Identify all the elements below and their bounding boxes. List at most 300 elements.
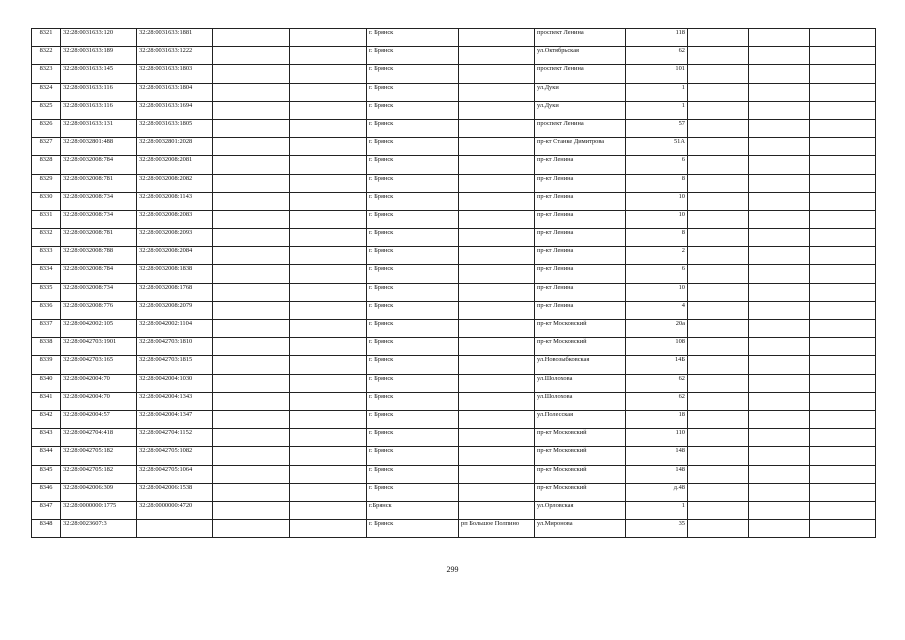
empty-cell xyxy=(290,356,367,374)
empty-cell xyxy=(749,83,810,101)
row-number-cell: 8333 xyxy=(32,247,61,265)
city-cell: г. Брянск xyxy=(367,156,459,174)
cadastral-number-cell: 32:28:0032008:781 xyxy=(61,174,137,192)
cadastral-number-cell: 32:28:0042002:105 xyxy=(61,320,137,338)
table-row xyxy=(32,210,876,228)
empty-cell xyxy=(749,65,810,83)
empty-cell xyxy=(213,520,290,538)
row-number-cell: 8342 xyxy=(32,410,61,428)
empty-cell xyxy=(810,301,876,319)
city-cell: г. Брянск xyxy=(367,392,459,410)
street-cell: пр-кт Московский xyxy=(535,320,626,338)
empty-cell xyxy=(749,356,810,374)
city-cell: г. Брянск xyxy=(367,356,459,374)
empty-cell xyxy=(213,356,290,374)
street-cell: проспект Ленина xyxy=(535,29,626,47)
empty-cell xyxy=(810,283,876,301)
table-row xyxy=(32,265,876,283)
empty-cell xyxy=(213,410,290,428)
city-cell: г. Брянск xyxy=(367,465,459,483)
house-number-cell: 118 xyxy=(626,29,688,47)
empty-cell xyxy=(749,29,810,47)
row-number-cell: 8345 xyxy=(32,465,61,483)
street-cell: пр-кт Московский xyxy=(535,465,626,483)
row-number-cell: 8336 xyxy=(32,301,61,319)
street-cell: пр-кт Ленина xyxy=(535,229,626,247)
empty-cell xyxy=(688,338,749,356)
table-row xyxy=(32,138,876,156)
empty-cell xyxy=(810,392,876,410)
table-row xyxy=(32,520,876,538)
object-number-cell: 32:28:0042004:1343 xyxy=(137,392,213,410)
house-number-cell: 14Б xyxy=(626,356,688,374)
city-cell: г. Брянск xyxy=(367,83,459,101)
table-row xyxy=(32,247,876,265)
street-cell: пр-кт Ленина xyxy=(535,210,626,228)
table-row xyxy=(32,174,876,192)
table-row xyxy=(32,374,876,392)
table-row xyxy=(32,156,876,174)
object-number-cell: 32:28:0031633:1881 xyxy=(137,29,213,47)
district-cell xyxy=(459,410,535,428)
empty-cell xyxy=(290,320,367,338)
cadastral-number-cell: 32:28:0042703:1901 xyxy=(61,338,137,356)
empty-cell xyxy=(290,47,367,65)
table-row xyxy=(32,101,876,119)
house-number-cell: 8 xyxy=(626,229,688,247)
empty-cell xyxy=(290,265,367,283)
empty-cell xyxy=(213,156,290,174)
empty-cell xyxy=(290,174,367,192)
empty-cell xyxy=(810,210,876,228)
object-number-cell: 32:28:0031633:1803 xyxy=(137,65,213,83)
house-number-cell: 10 xyxy=(626,192,688,210)
district-cell xyxy=(459,138,535,156)
cadastral-number-cell: 32:28:0032008:784 xyxy=(61,265,137,283)
empty-cell xyxy=(749,483,810,501)
object-number-cell: 32:28:0032008:2082 xyxy=(137,174,213,192)
registry-table xyxy=(31,28,876,538)
district-cell xyxy=(459,210,535,228)
table-row xyxy=(32,338,876,356)
empty-cell xyxy=(810,29,876,47)
house-number-cell: 1 xyxy=(626,501,688,519)
empty-cell xyxy=(810,483,876,501)
empty-cell xyxy=(688,320,749,338)
city-cell: г. Брянск xyxy=(367,301,459,319)
empty-cell xyxy=(290,301,367,319)
row-number-cell: 8332 xyxy=(32,229,61,247)
cadastral-number-cell: 32:28:0031633:131 xyxy=(61,119,137,137)
street-cell: пр-кт Ленина xyxy=(535,283,626,301)
city-cell: г. Брянск xyxy=(367,101,459,119)
district-cell xyxy=(459,174,535,192)
empty-cell xyxy=(810,138,876,156)
empty-cell xyxy=(213,192,290,210)
empty-cell xyxy=(290,83,367,101)
district-cell xyxy=(459,192,535,210)
house-number-cell: 62 xyxy=(626,374,688,392)
empty-cell xyxy=(688,65,749,83)
district-cell xyxy=(459,47,535,65)
empty-cell xyxy=(213,392,290,410)
district-cell xyxy=(459,119,535,137)
empty-cell xyxy=(688,356,749,374)
object-number-cell: 32:28:0042705:1082 xyxy=(137,447,213,465)
district-cell xyxy=(459,501,535,519)
empty-cell xyxy=(810,465,876,483)
street-cell: ул.Шолохова xyxy=(535,374,626,392)
empty-cell xyxy=(749,265,810,283)
empty-cell xyxy=(688,501,749,519)
object-number-cell: 32:28:0032801:2028 xyxy=(137,138,213,156)
district-cell xyxy=(459,29,535,47)
empty-cell xyxy=(749,174,810,192)
empty-cell xyxy=(688,210,749,228)
street-cell: пр-кт Ленина xyxy=(535,265,626,283)
cadastral-number-cell: 32:28:0042004:70 xyxy=(61,374,137,392)
house-number-cell: 6 xyxy=(626,265,688,283)
cadastral-number-cell: 32:28:0031633:116 xyxy=(61,101,137,119)
empty-cell xyxy=(688,156,749,174)
empty-cell xyxy=(749,501,810,519)
row-number-cell: 8347 xyxy=(32,501,61,519)
empty-cell xyxy=(688,483,749,501)
row-number-cell: 8327 xyxy=(32,138,61,156)
empty-cell xyxy=(290,520,367,538)
object-number-cell: 32:28:0032008:2093 xyxy=(137,229,213,247)
house-number-cell: д.48 xyxy=(626,483,688,501)
empty-cell xyxy=(213,247,290,265)
street-cell: пр-кт Ленина xyxy=(535,174,626,192)
empty-cell xyxy=(688,392,749,410)
object-number-cell: 32:28:0031633:1222 xyxy=(137,47,213,65)
empty-cell xyxy=(688,374,749,392)
empty-cell xyxy=(290,247,367,265)
street-cell: пр-кт Ленина xyxy=(535,192,626,210)
row-number-cell: 8338 xyxy=(32,338,61,356)
object-number-cell: 32:28:0031633:1805 xyxy=(137,119,213,137)
empty-cell xyxy=(290,65,367,83)
row-number-cell: 8348 xyxy=(32,520,61,538)
table-row xyxy=(32,192,876,210)
table-row xyxy=(32,429,876,447)
street-cell: ул.Дуки xyxy=(535,101,626,119)
empty-cell xyxy=(213,83,290,101)
empty-cell xyxy=(213,229,290,247)
empty-cell xyxy=(688,192,749,210)
empty-cell xyxy=(810,338,876,356)
empty-cell xyxy=(213,174,290,192)
empty-cell xyxy=(688,101,749,119)
empty-cell xyxy=(810,229,876,247)
street-cell: пр-кт Ленина xyxy=(535,301,626,319)
row-number-cell: 8321 xyxy=(32,29,61,47)
table-row xyxy=(32,501,876,519)
row-number-cell: 8328 xyxy=(32,156,61,174)
object-number-cell xyxy=(137,520,213,538)
row-number-cell: 8346 xyxy=(32,483,61,501)
street-cell: ул.Орловская xyxy=(535,501,626,519)
house-number-cell: 10 xyxy=(626,210,688,228)
district-cell: рп Большое Полпино xyxy=(459,520,535,538)
object-number-cell: 32:28:0042705:1064 xyxy=(137,465,213,483)
empty-cell xyxy=(688,83,749,101)
street-cell: пр-кт Московский xyxy=(535,429,626,447)
table-row xyxy=(32,392,876,410)
empty-cell xyxy=(749,247,810,265)
cadastral-number-cell: 32:28:0032801:488 xyxy=(61,138,137,156)
empty-cell xyxy=(213,29,290,47)
city-cell: г. Брянск xyxy=(367,320,459,338)
district-cell xyxy=(459,265,535,283)
empty-cell xyxy=(688,447,749,465)
house-number-cell: 6 xyxy=(626,156,688,174)
empty-cell xyxy=(290,29,367,47)
empty-cell xyxy=(213,265,290,283)
object-number-cell: 32:28:0031633:1694 xyxy=(137,101,213,119)
district-cell xyxy=(459,338,535,356)
empty-cell xyxy=(688,265,749,283)
empty-cell xyxy=(749,374,810,392)
city-cell: г. Брянск xyxy=(367,283,459,301)
empty-cell xyxy=(810,447,876,465)
object-number-cell: 32:28:0042703:1815 xyxy=(137,356,213,374)
object-number-cell: 32:28:0042004:1030 xyxy=(137,374,213,392)
house-number-cell: 51А xyxy=(626,138,688,156)
district-cell xyxy=(459,83,535,101)
district-cell xyxy=(459,301,535,319)
empty-cell xyxy=(213,47,290,65)
object-number-cell: 32:28:0032008:1143 xyxy=(137,192,213,210)
house-number-cell: 110 xyxy=(626,429,688,447)
object-number-cell: 32:28:0000000:4720 xyxy=(137,501,213,519)
house-number-cell: 1 xyxy=(626,101,688,119)
empty-cell xyxy=(213,483,290,501)
table-row xyxy=(32,229,876,247)
row-number-cell: 8323 xyxy=(32,65,61,83)
empty-cell xyxy=(749,119,810,137)
object-number-cell: 32:28:0042006:1538 xyxy=(137,483,213,501)
cadastral-number-cell: 32:28:0032008:734 xyxy=(61,192,137,210)
empty-cell xyxy=(688,229,749,247)
object-number-cell: 32:28:0042704:1152 xyxy=(137,429,213,447)
table-row xyxy=(32,301,876,319)
empty-cell xyxy=(810,192,876,210)
cadastral-number-cell: 32:28:0032008:788 xyxy=(61,247,137,265)
empty-cell xyxy=(749,301,810,319)
district-cell xyxy=(459,101,535,119)
table-row xyxy=(32,356,876,374)
street-cell: ул.Миронова xyxy=(535,520,626,538)
district-cell xyxy=(459,465,535,483)
city-cell: г. Брянск xyxy=(367,47,459,65)
empty-cell xyxy=(749,429,810,447)
city-cell: г. Брянск xyxy=(367,429,459,447)
table-row xyxy=(32,65,876,83)
empty-cell xyxy=(749,520,810,538)
table-row xyxy=(32,447,876,465)
empty-cell xyxy=(749,210,810,228)
empty-cell xyxy=(749,156,810,174)
empty-cell xyxy=(810,156,876,174)
city-cell: г. Брянск xyxy=(367,483,459,501)
row-number-cell: 8324 xyxy=(32,83,61,101)
object-number-cell: 32:28:0032008:2079 xyxy=(137,301,213,319)
cadastral-number-cell: 32:28:0023607:3 xyxy=(61,520,137,538)
row-number-cell: 8337 xyxy=(32,320,61,338)
street-cell: пр-кт Московский xyxy=(535,338,626,356)
house-number-cell: 62 xyxy=(626,392,688,410)
empty-cell xyxy=(213,447,290,465)
empty-cell xyxy=(810,247,876,265)
row-number-cell: 8344 xyxy=(32,447,61,465)
empty-cell xyxy=(688,247,749,265)
empty-cell xyxy=(290,374,367,392)
district-cell xyxy=(459,392,535,410)
district-cell xyxy=(459,247,535,265)
empty-cell xyxy=(749,465,810,483)
object-number-cell: 32:28:0032008:1768 xyxy=(137,283,213,301)
empty-cell xyxy=(749,192,810,210)
city-cell: г. Брянск xyxy=(367,265,459,283)
empty-cell xyxy=(688,29,749,47)
cadastral-number-cell: 32:28:0031633:116 xyxy=(61,83,137,101)
object-number-cell: 32:28:0032008:2084 xyxy=(137,247,213,265)
object-number-cell: 32:28:0042004:1347 xyxy=(137,410,213,428)
empty-cell xyxy=(688,174,749,192)
city-cell: г. Брянск xyxy=(367,119,459,137)
table-row xyxy=(32,29,876,47)
empty-cell xyxy=(290,483,367,501)
empty-cell xyxy=(290,447,367,465)
empty-cell xyxy=(810,410,876,428)
empty-cell xyxy=(749,338,810,356)
empty-cell xyxy=(688,119,749,137)
table-row xyxy=(32,47,876,65)
house-number-cell: 62 xyxy=(626,47,688,65)
city-cell: г. Брянск xyxy=(367,374,459,392)
district-cell xyxy=(459,356,535,374)
cadastral-number-cell: 32:28:0042705:182 xyxy=(61,465,137,483)
empty-cell xyxy=(213,65,290,83)
empty-cell xyxy=(688,429,749,447)
empty-cell xyxy=(749,229,810,247)
empty-cell xyxy=(749,320,810,338)
empty-cell xyxy=(749,47,810,65)
empty-cell xyxy=(213,301,290,319)
row-number-cell: 8331 xyxy=(32,210,61,228)
object-number-cell: 32:28:0042002:1104 xyxy=(137,320,213,338)
row-number-cell: 8325 xyxy=(32,101,61,119)
table-row xyxy=(32,283,876,301)
empty-cell xyxy=(688,465,749,483)
street-cell: проспект Ленина xyxy=(535,119,626,137)
street-cell: ул.Дуки xyxy=(535,83,626,101)
empty-cell xyxy=(290,501,367,519)
empty-cell xyxy=(213,429,290,447)
city-cell: г. Брянск xyxy=(367,447,459,465)
empty-cell xyxy=(290,429,367,447)
house-number-cell: 20а xyxy=(626,320,688,338)
cadastral-number-cell: 32:28:0042703:165 xyxy=(61,356,137,374)
district-cell xyxy=(459,65,535,83)
city-cell: г. Брянск xyxy=(367,192,459,210)
empty-cell xyxy=(810,320,876,338)
table-row xyxy=(32,83,876,101)
empty-cell xyxy=(290,338,367,356)
house-number-cell: 1 xyxy=(626,83,688,101)
empty-cell xyxy=(290,392,367,410)
empty-cell xyxy=(290,119,367,137)
empty-cell xyxy=(290,283,367,301)
cadastral-number-cell: 32:28:0031633:189 xyxy=(61,47,137,65)
cadastral-number-cell: 32:28:0032008:781 xyxy=(61,229,137,247)
table-row xyxy=(32,483,876,501)
district-cell xyxy=(459,320,535,338)
district-cell xyxy=(459,374,535,392)
row-number-cell: 8326 xyxy=(32,119,61,137)
object-number-cell: 32:28:0032008:2083 xyxy=(137,210,213,228)
empty-cell xyxy=(688,47,749,65)
empty-cell xyxy=(290,156,367,174)
district-cell xyxy=(459,447,535,465)
district-cell xyxy=(459,229,535,247)
row-number-cell: 8343 xyxy=(32,429,61,447)
row-number-cell: 8330 xyxy=(32,192,61,210)
house-number-cell: 18 xyxy=(626,410,688,428)
empty-cell xyxy=(213,338,290,356)
house-number-cell: 8 xyxy=(626,174,688,192)
empty-cell xyxy=(290,210,367,228)
row-number-cell: 8341 xyxy=(32,392,61,410)
cadastral-number-cell: 32:28:0032008:784 xyxy=(61,156,137,174)
house-number-cell: 148 xyxy=(626,447,688,465)
cadastral-number-cell: 32:28:0031633:145 xyxy=(61,65,137,83)
table-body xyxy=(32,29,876,538)
empty-cell xyxy=(810,119,876,137)
city-cell: г.Брянск xyxy=(367,501,459,519)
object-number-cell: 32:28:0042703:1810 xyxy=(137,338,213,356)
empty-cell xyxy=(213,320,290,338)
street-cell: ул.Новозыбковская xyxy=(535,356,626,374)
street-cell: ул.Полесская xyxy=(535,410,626,428)
empty-cell xyxy=(810,429,876,447)
empty-cell xyxy=(810,374,876,392)
row-number-cell: 8329 xyxy=(32,174,61,192)
empty-cell xyxy=(749,101,810,119)
district-cell xyxy=(459,156,535,174)
house-number-cell: 35 xyxy=(626,520,688,538)
house-number-cell: 2 xyxy=(626,247,688,265)
house-number-cell: 10 xyxy=(626,283,688,301)
empty-cell xyxy=(688,410,749,428)
empty-cell xyxy=(290,410,367,428)
empty-cell xyxy=(810,265,876,283)
city-cell: г. Брянск xyxy=(367,229,459,247)
house-number-cell: 57 xyxy=(626,119,688,137)
object-number-cell: 32:28:0031633:1804 xyxy=(137,83,213,101)
empty-cell xyxy=(810,65,876,83)
empty-cell xyxy=(810,101,876,119)
empty-cell xyxy=(290,465,367,483)
empty-cell xyxy=(810,174,876,192)
empty-cell xyxy=(749,447,810,465)
street-cell: ул.Шолохова xyxy=(535,392,626,410)
cadastral-number-cell: 32:28:0042704:418 xyxy=(61,429,137,447)
cadastral-number-cell: 32:28:0031633:120 xyxy=(61,29,137,47)
street-cell: пр-кт Ленина xyxy=(535,247,626,265)
